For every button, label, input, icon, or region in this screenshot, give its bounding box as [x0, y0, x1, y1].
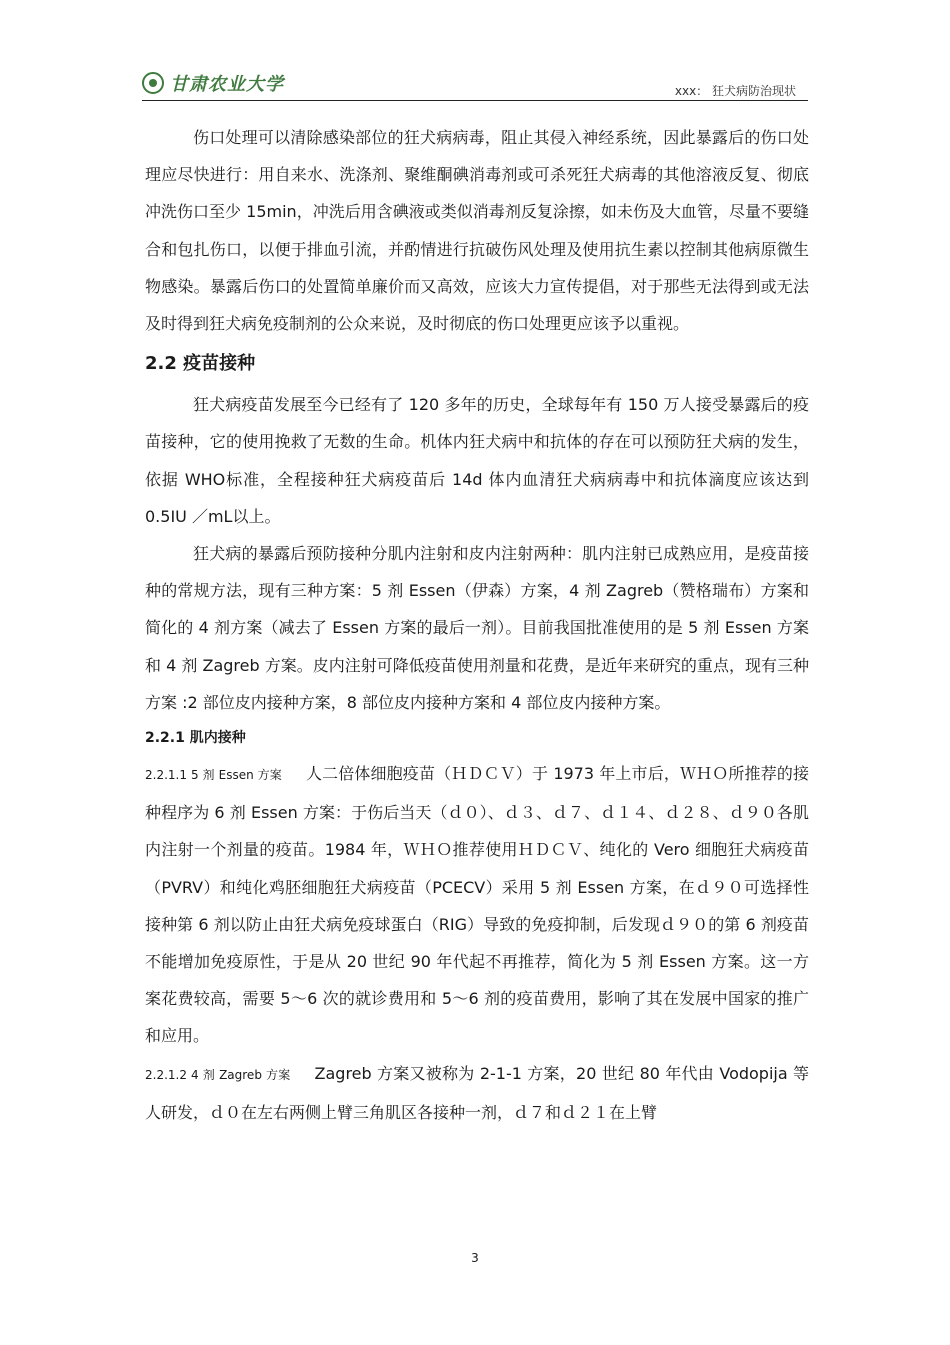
university-logo: [142, 70, 284, 96]
subsection-heading-intramuscular: 2.2.1 肌内接种: [145, 730, 246, 747]
header-divider: [142, 100, 808, 101]
logo-text: 甘肃农业大学: [170, 74, 284, 95]
running-head: xxx： 狂犬病防治现状: [674, 84, 796, 98]
paragraph-essen-regimen: [145, 755, 809, 1055]
page-number: 3: [471, 1251, 479, 1265]
paragraph-wound-treatment: 伤口处理可以清除感染部位的狂犬病病毒，阻止其侵入神经系统，因此暴露后的伤口处理应尽快进行：用自来水、洗涤剂、聚维酮碘消毒剂或可杀死狂犬病毒的其他溶液反复、彻底冲洗伤口至少 15min，冲洗后用含碘液或类似消毒剂反复涂擦，如未伤及大血管，尽量不要缝合和包扎伤口，以便于排血引流，并酌情进行抗破伤风处理及使用抗生素以控制其他病原微生物感染。暴露后伤口的处置简单廉价而又高效，应该大力宣传提倡，对于那些无法得到或无法及时得到狂犬病免疫制剂的公众来说，及时彻底的伤口处理更应该予以重视。: [145, 128, 809, 334]
university-seal-icon: [142, 72, 164, 94]
paragraph-vaccination-methods: 狂犬病的暴露后预防接种分肌内注射和皮内注射两种：肌内注射已成熟应用，是疫苗接种的常规方法，现有三种方案：5 剂 Essen（伊森）方案，4 剂 Zagreb（赞格瑞布）方案和简化的 4 剂方案（减去了 Essen 方案的最后一剂）。目前我国批准使用的是 5 剂 Essen 方案和 4 剂 Zagreb 方案。皮内注射可降低疫苗使用剂量和花费，是近年来研究的重点，现有三种方案 :2 部位皮内接种方案，8 部位皮内接种方案和 4 部位皮内接种方案。: [145, 544, 809, 712]
zagreb-regimen-text: Zagreb 方案又被称为 2-1-1 方案，20 世纪 80 年代由 Vodopija 等人研发，ｄ０在左右两侧上臂三角肌区各接种一剂，ｄ７和ｄ２１在上臂: [145, 1063, 809, 1122]
zagreb-regimen-label: 2.2.1.2 4 剂 Zagreb 方案: [145, 1067, 291, 1082]
paragraph-vaccine-history: 狂犬病疫苗发展至今已经有了 120 多年的历史，全球每年有 150 万人接受暴露后的疫苗接种，它的使用挽救了无数的生命。机体内狂犬病中和抗体的存在可以预防狂犬病的发生，依据 WHO标准，全程接种狂犬病疫苗后 14d 体内血清狂犬病病毒中和抗体滴度应该达到 0.5IU ／mL以上。: [145, 395, 809, 526]
section-heading-vaccination: 2.2 疫苗接种: [145, 353, 256, 375]
page-header: [142, 64, 808, 104]
essen-regimen-label: 2.2.1.1 5 剂 Essen 方案: [145, 768, 282, 783]
essen-regimen-text: 人二倍体细胞疫苗（ＨＤＣＶ）于 1973 年上市后，ＷＨＯ所推荐的接种程序为 6 剂 Essen 方案：于伤后当天（ｄ０）、ｄ３、ｄ７、ｄ１４、ｄ２８、ｄ９０各肌内注射一个剂量的疫苗。1984 年，ＷＨＯ推荐使用ＨＤＣＶ、纯化的 Vero 细胞狂犬病疫苗（PVRV）和纯化鸡胚细胞狂犬病疫苗（PCECV）采用 5 剂 Essen 方案，在ｄ９０可选择性接种第 6 剂以防止由狂犬病免疫球蛋白（RIG）导致的免疫抑制，后发现ｄ９０的第 6 剂疫苗不能增加免疫原性，于是从 20 世纪 90 年代起不再推荐，简化为 5 剂 Essen 方案。这一方案花费较高，需要 5～6 次的就诊费用和 5～6 剂的疫苗费用，影响了其在发展中国家的推广和应用。: [145, 764, 809, 1046]
document-body: [145, 119, 809, 1131]
paragraph-zagreb-regimen: [145, 1055, 809, 1131]
